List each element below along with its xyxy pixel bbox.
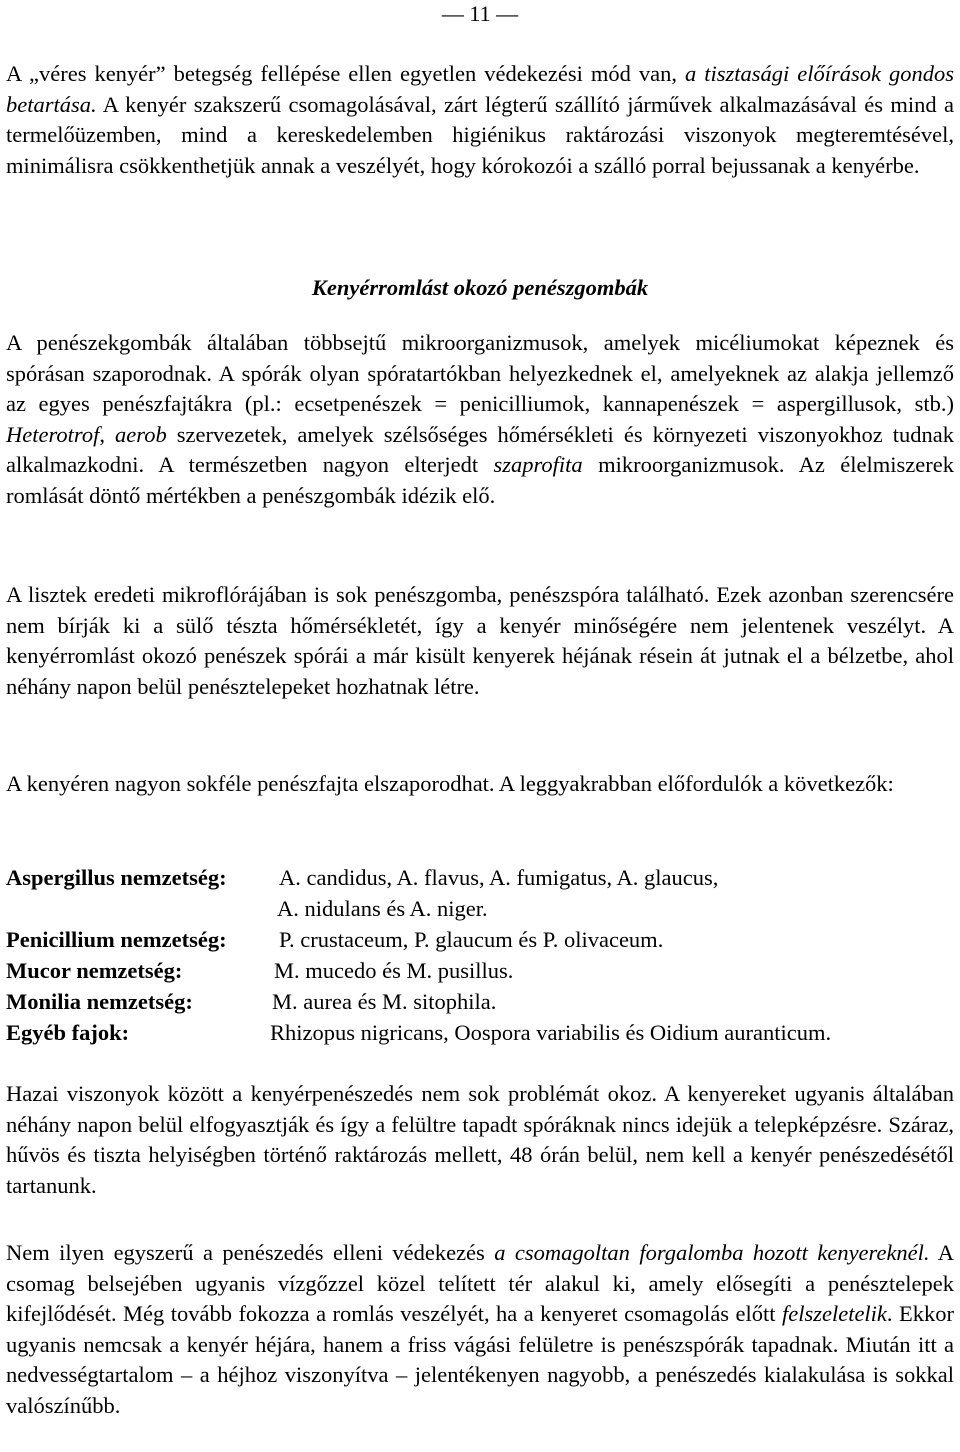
paragraph-text: A csomag belsejében ugyanis vízgőzzel közel telített tér alakul ki, amely elősegíti a penésztelepek kifejlődését. Még tovább fokozza a romlás veszélyét, ha a kenyeret csomagolás előtt bbox=[6, 1240, 954, 1327]
species-row-monilia bbox=[6, 986, 954, 1017]
paragraph-text: . Ekkor ugyanis nemcsak a kenyér héjára, hanem a friss vágási felületre is penészspórák tapadnak. Miután itt a nedvességtartalom – a héjhoz viszonyítva – jelentékenyen nagyobb, a penészedés kialakulása is sokkal valószínűbb. bbox=[6, 1301, 954, 1418]
species-row-penicillium bbox=[6, 924, 954, 955]
separator-text: , bbox=[99, 421, 116, 447]
species-row-aspergillus bbox=[6, 862, 954, 893]
species-value: M. mucedo és M. pusillus. bbox=[274, 958, 514, 983]
species-value: A. candidus, A. flavus, A. fumigatus, A. glaucus, bbox=[279, 865, 719, 890]
species-value: A. nidulans és A. niger. bbox=[277, 896, 488, 921]
species-label: Penicillium nemzetség: bbox=[6, 927, 227, 952]
page-number: — 11 — bbox=[441, 1, 519, 26]
emphasis-heterotrof: Heterotrof bbox=[6, 421, 100, 447]
paragraph-bloody-bread bbox=[6, 59, 954, 181]
emphasis-sliced: felszeletelik bbox=[781, 1301, 887, 1327]
species-label: Mucor nemzetség: bbox=[6, 958, 183, 983]
paragraph-molds-intro bbox=[6, 328, 954, 512]
paragraph-text: mikroorganizmusok. Az élelmiszerek romlását döntő mértékben a penészgombák idézik elő. bbox=[6, 452, 954, 508]
paragraph-text: A penészekgombák általában többsejtű mikroorganizmusok, amelyek micéliumokat képeznek és spórásan szaporodnak. A spórák olyan spóratartókban helyezkednek el, amelyeknek az alakja jellemző az egyes penészfajtákra (pl.: ecsetpenészek = penicilliumok, kannapenészek = aspergillusok, stb.) bbox=[6, 330, 954, 417]
species-value: M. aurea és M. sitophila. bbox=[272, 989, 497, 1014]
paragraph-text: Nem ilyen egyszerű a penészedés elleni védekezés bbox=[6, 1240, 495, 1265]
paragraph-domestic-conditions: Hazai viszonyok között a kenyérpenészedés nem sok problémát okoz. A kenyereket ugyanis általában néhány napon belül elfogyasztják és így a felültre tapadt spóráknak nincs idejük a telepképzésre. Száraz, hűvös és tiszta helyiségben történő raktározás mellett, 48 órán belül, nem kell a kenyér penészedésétől tartanunk. bbox=[6, 1081, 954, 1198]
emphasis-text: a tisztasági előírások gondos betartása. bbox=[6, 61, 954, 117]
paragraph-text: A kenyér szakszerű csomagolásával, zárt légterű szállító járművek alkalmazásával és mind a termelőüzemben, mind a kereskedelemben higiénikus raktározási viszonyok megteremtésével, minimálisra csökkenthetjük annak a veszélyét, hogy kórokozói a szálló porral bejussanak a kenyérbe. bbox=[6, 91, 954, 178]
emphasis-aerob: aerob bbox=[115, 421, 167, 447]
paragraph-text: A „véres kenyér” betegség fellépése ellen egyetlen védekezési mód van, bbox=[6, 61, 685, 86]
species-label: Egyéb fajok: bbox=[6, 1020, 130, 1045]
paragraph-flour-microflora: A lisztek eredeti mikroflórájában is sok penészgomba, penészspóra található. Ezek azonban szerencsére nem bírják ki a sülő tészta hőmérsékletét, így a kenyér minőségére nem jelentenek veszélyt. A kenyérromlást okozó penészek spórái a már kisült kenyerek héjának résein át jutnak el a bélzetbe, ahol néhány napon belül penésztelepeket hozhatnak létre. bbox=[6, 582, 954, 699]
species-list bbox=[6, 862, 954, 1048]
species-row-other bbox=[6, 1017, 954, 1048]
species-label: Aspergillus nemzetség: bbox=[6, 865, 227, 890]
paragraph-packaged-bread bbox=[6, 1238, 954, 1422]
species-value: P. crustaceum, P. glaucum és P. olivaceum. bbox=[279, 927, 664, 952]
section-heading: Kenyérromlást okozó penészgombák bbox=[311, 275, 649, 300]
paragraph-mold-types: A kenyéren nagyon sokféle penészfajta elszaporodhat. A leggyakrabban előfordulók a következők: bbox=[6, 771, 894, 796]
paragraph-text: szervezetek, amelyek szélsőséges hőmérsékleti és környezeti viszonyokhoz tudnak alkalmazkodni. A természetben nagyon elterjedt bbox=[6, 421, 955, 478]
species-label: Monilia nemzetség: bbox=[6, 989, 193, 1014]
species-value: Rhizopus nigricans, Oospora variabilis és Oidium auranticum. bbox=[270, 1020, 832, 1045]
species-row-aspergillus-cont bbox=[6, 893, 954, 924]
emphasis-szaprofita: szaprofita bbox=[493, 452, 583, 478]
emphasis-packaged: a csomagoltan forgalomba hozott kenyereknél. bbox=[494, 1240, 930, 1265]
species-row-mucor bbox=[6, 955, 954, 986]
